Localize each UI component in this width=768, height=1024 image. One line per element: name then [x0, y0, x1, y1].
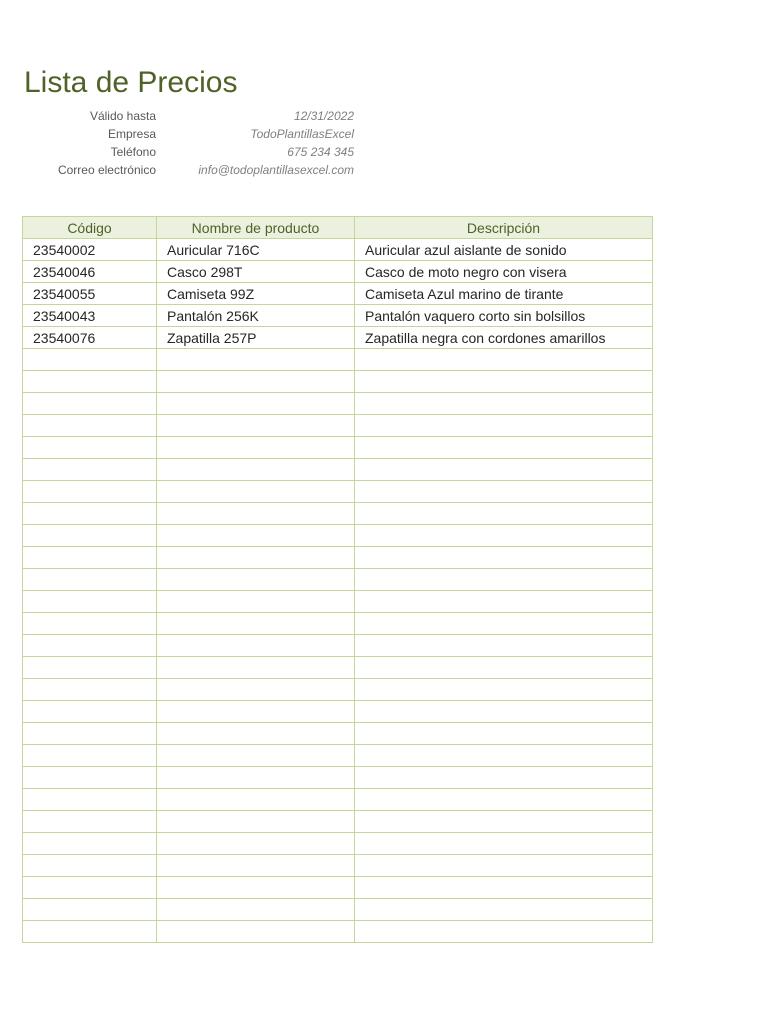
table-row-empty	[23, 877, 653, 899]
cell-product-name-empty[interactable]	[157, 811, 355, 833]
cell-code-empty[interactable]	[23, 503, 157, 525]
cell-product-name-empty[interactable]	[157, 459, 355, 481]
cell-code[interactable]: 23540076	[23, 327, 157, 349]
cell-product-name-empty[interactable]	[157, 371, 355, 393]
cell-code-empty[interactable]	[23, 657, 157, 679]
table-row-empty	[23, 503, 653, 525]
table-row-empty	[23, 657, 653, 679]
cell-description-empty[interactable]	[355, 811, 653, 833]
table-row-empty	[23, 745, 653, 767]
cell-description-empty[interactable]	[355, 481, 653, 503]
table-row-empty	[23, 723, 653, 745]
cell-description-empty[interactable]	[355, 745, 653, 767]
cell-description-empty[interactable]	[355, 789, 653, 811]
cell-product-name-empty[interactable]	[157, 503, 355, 525]
cell-code-empty[interactable]	[23, 723, 157, 745]
cell-product-name-empty[interactable]	[157, 833, 355, 855]
column-header-description[interactable]: Descripción	[355, 217, 653, 239]
cell-description-empty[interactable]	[355, 503, 653, 525]
cell-description[interactable]: Camiseta Azul marino de tirante	[355, 283, 653, 305]
table-row	[23, 327, 653, 349]
cell-code-empty[interactable]	[23, 833, 157, 855]
cell-description-empty[interactable]	[355, 701, 653, 723]
cell-description-empty[interactable]	[355, 393, 653, 415]
table-row	[23, 261, 653, 283]
cell-product-name-empty[interactable]	[157, 415, 355, 437]
cell-code-empty[interactable]	[23, 437, 157, 459]
info-label: Correo electrónico	[57, 163, 156, 177]
info-value[interactable]: info@todoplantillasexcel.com	[198, 163, 354, 177]
cell-description-empty[interactable]	[355, 613, 653, 635]
table-row-empty	[23, 789, 653, 811]
table-row	[23, 283, 653, 305]
cell-code-empty[interactable]	[23, 415, 157, 437]
cell-product-name-empty[interactable]	[157, 921, 355, 943]
table-row-empty	[23, 635, 653, 657]
table-row	[23, 239, 653, 261]
table-row-empty	[23, 833, 653, 855]
cell-description-empty[interactable]	[355, 437, 653, 459]
cell-code-empty[interactable]	[23, 547, 157, 569]
cell-product-name-empty[interactable]	[157, 591, 355, 613]
cell-product-name-empty[interactable]	[157, 393, 355, 415]
cell-description-empty[interactable]	[355, 723, 653, 745]
cell-code-empty[interactable]	[23, 745, 157, 767]
table-row-empty	[23, 459, 653, 481]
cell-code-empty[interactable]	[23, 569, 157, 591]
cell-description-empty[interactable]	[355, 635, 653, 657]
cell-code-empty[interactable]	[23, 921, 157, 943]
cell-product-name[interactable]: Casco 298T	[157, 261, 355, 283]
table-row-empty	[23, 437, 653, 459]
cell-product-name-empty[interactable]	[157, 789, 355, 811]
info-value[interactable]: 12/31/2022	[293, 109, 354, 123]
table-row-empty	[23, 899, 653, 921]
cell-description-empty[interactable]	[355, 767, 653, 789]
cell-product-name-empty[interactable]	[157, 657, 355, 679]
cell-description-empty[interactable]	[355, 371, 653, 393]
column-header-code[interactable]: Código	[23, 217, 157, 239]
table-row-empty	[23, 613, 653, 635]
cell-product-name-empty[interactable]	[157, 855, 355, 877]
table-row	[23, 305, 653, 327]
cell-product-name-empty[interactable]	[157, 635, 355, 657]
cell-description-empty[interactable]	[355, 569, 653, 591]
cell-description[interactable]: Pantalón vaquero corto sin bolsillos	[355, 305, 653, 327]
cell-description-empty[interactable]	[355, 415, 653, 437]
table-row-empty	[23, 701, 653, 723]
cell-description-empty[interactable]	[355, 899, 653, 921]
cell-description[interactable]: Zapatilla negra con cordones amarillos	[355, 327, 653, 349]
cell-code-empty[interactable]	[23, 679, 157, 701]
cell-description[interactable]: Auricular azul aislante de sonido	[355, 239, 653, 261]
cell-product-name-empty[interactable]	[157, 437, 355, 459]
cell-code[interactable]: 23540055	[23, 283, 157, 305]
cell-code-empty[interactable]	[23, 349, 157, 371]
cell-description-empty[interactable]	[355, 877, 653, 899]
cell-code-empty[interactable]	[23, 811, 157, 833]
cell-code-empty[interactable]	[23, 855, 157, 877]
cell-description-empty[interactable]	[355, 547, 653, 569]
cell-code-empty[interactable]	[23, 525, 157, 547]
cell-product-name-empty[interactable]	[157, 679, 355, 701]
cell-code-empty[interactable]	[23, 613, 157, 635]
cell-code-empty[interactable]	[23, 789, 157, 811]
cell-code-empty[interactable]	[23, 701, 157, 723]
cell-product-name-empty[interactable]	[157, 701, 355, 723]
price-table	[22, 216, 653, 943]
cell-code-empty[interactable]	[23, 459, 157, 481]
table-row-empty	[23, 679, 653, 701]
cell-code-empty[interactable]	[23, 393, 157, 415]
cell-product-name-empty[interactable]	[157, 613, 355, 635]
cell-description-empty[interactable]	[355, 591, 653, 613]
cell-code[interactable]: 23540046	[23, 261, 157, 283]
cell-code[interactable]: 23540002	[23, 239, 157, 261]
table-row-empty	[23, 393, 653, 415]
cell-code-empty[interactable]	[23, 591, 157, 613]
cell-product-name[interactable]: Auricular 716C	[157, 239, 355, 261]
info-block	[22, 107, 354, 179]
table-row-empty	[23, 921, 653, 943]
cell-description[interactable]: Casco de moto negro con visera	[355, 261, 653, 283]
info-label: Empresa	[107, 127, 156, 141]
cell-product-name-empty[interactable]	[157, 767, 355, 789]
cell-description-empty[interactable]	[355, 459, 653, 481]
info-value[interactable]: 675 234 345	[287, 145, 354, 159]
table-row-empty	[23, 767, 653, 789]
cell-product-name-empty[interactable]	[157, 899, 355, 921]
info-row-email	[22, 161, 354, 179]
table-row-empty	[23, 349, 653, 371]
cell-product-name[interactable]: Camiseta 99Z	[157, 283, 355, 305]
info-label: Válido hasta	[89, 109, 156, 123]
table-row-empty	[23, 547, 653, 569]
cell-product-name-empty[interactable]	[157, 745, 355, 767]
cell-product-name[interactable]: Zapatilla 257P	[157, 327, 355, 349]
info-row-phone	[22, 143, 354, 161]
cell-code-empty[interactable]	[23, 767, 157, 789]
table-row-empty	[23, 415, 653, 437]
table-row-empty	[23, 481, 653, 503]
cell-product-name[interactable]: Pantalón 256K	[157, 305, 355, 327]
cell-code-empty[interactable]	[23, 371, 157, 393]
info-row-company	[22, 125, 354, 143]
cell-code-empty[interactable]	[23, 481, 157, 503]
cell-code-empty[interactable]	[23, 899, 157, 921]
table-row-empty	[23, 811, 653, 833]
cell-description-empty[interactable]	[355, 679, 653, 701]
cell-product-name-empty[interactable]	[157, 723, 355, 745]
info-label: Teléfono	[110, 145, 156, 159]
table-row-empty	[23, 371, 653, 393]
cell-description-empty[interactable]	[355, 657, 653, 679]
cell-code-empty[interactable]	[23, 635, 157, 657]
table-row-empty	[23, 855, 653, 877]
cell-product-name-empty[interactable]	[157, 547, 355, 569]
info-value[interactable]: TodoPlantillasExcel	[250, 127, 354, 141]
column-header-product-name[interactable]: Nombre de producto	[157, 217, 355, 239]
table-row-empty	[23, 569, 653, 591]
cell-code[interactable]: 23540043	[23, 305, 157, 327]
page-title: Lista de Precios	[24, 66, 238, 99]
cell-description-empty[interactable]	[355, 855, 653, 877]
cell-description-empty[interactable]	[355, 921, 653, 943]
cell-product-name-empty[interactable]	[157, 525, 355, 547]
cell-product-name-empty[interactable]	[157, 349, 355, 371]
cell-product-name-empty[interactable]	[157, 877, 355, 899]
info-row-valid-until	[22, 107, 354, 125]
cell-description-empty[interactable]	[355, 833, 653, 855]
table-row-empty	[23, 591, 653, 613]
cell-description-empty[interactable]	[355, 349, 653, 371]
cell-product-name-empty[interactable]	[157, 481, 355, 503]
table-header-row	[23, 217, 653, 239]
table-row-empty	[23, 525, 653, 547]
cell-code-empty[interactable]	[23, 877, 157, 899]
cell-description-empty[interactable]	[355, 525, 653, 547]
cell-product-name-empty[interactable]	[157, 569, 355, 591]
